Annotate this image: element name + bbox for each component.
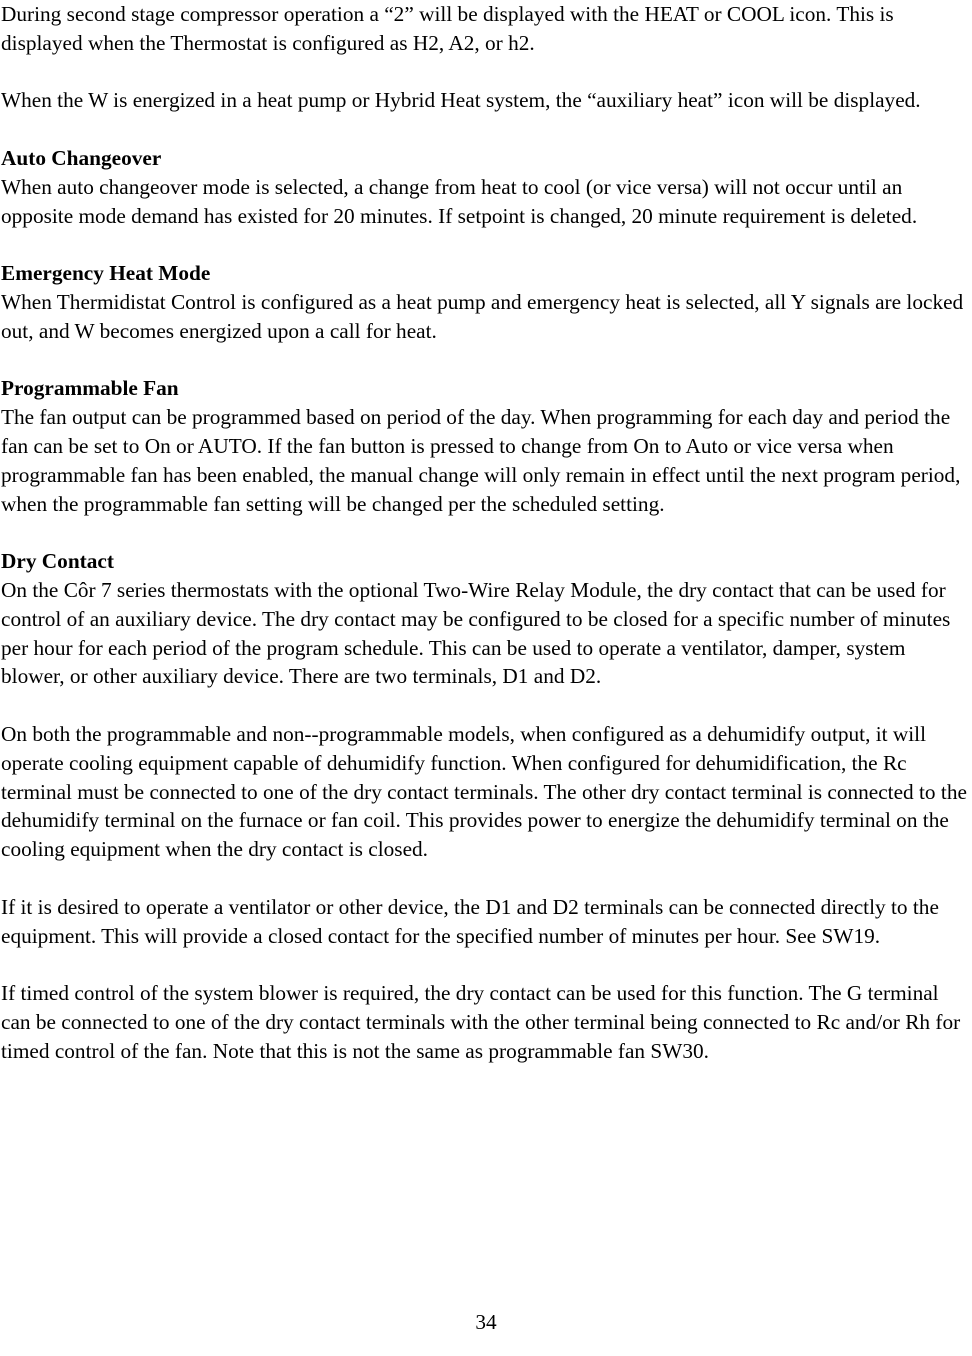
heading-programmable-fan: Programmable Fan: [1, 376, 179, 401]
spacer: [1, 950, 971, 979]
section-emergency-heat: [1, 259, 971, 345]
dry-contact-paragraph-2: On both the programmable and non--programmable models, when configured as a dehumidify output, it will operate cooling equipment capable of dehumidify function. When configured for dehumidification, the Rc terminal must be connected to one of the dry contact terminals. The other dry contact terminal is connected to the dehumidify terminal on the furnace or fan coil. This provides power to energize the dehumidify terminal on the cooling equipment when the dry contact is closed.: [1, 721, 967, 862]
spacer: [1, 518, 971, 547]
section-auto-changeover: [1, 144, 971, 230]
dry-contact-paragraph-3: If it is desired to operate a ventilator or other device, the D1 and D2 terminals can be connected directly to the equipment. This will provide a closed contact for the specified number of minutes per hour. See SW19.: [1, 894, 939, 948]
dry-contact-paragraph-4: If timed control of the system blower is required, the dry contact can be used for this function. The G terminal can be connected to one of the dry contact terminals with the other terminal being connected to Rc and/or Rh for timed control of the fan. Note that this is not the same as programmable fan SW30.: [1, 981, 961, 1063]
programmable-fan-body: The fan output can be programmed based on period of the day. When programming for each day and period the fan can be set to On or AUTO. If the fan button is pressed to change from On to Auto or vice versa when programmable fan has been enabled, the manual change will only remain in effect until the next program period, when the programmable fan setting will be changed per the scheduled setting.: [1, 405, 961, 516]
intro-paragraph-auxiliary-heat: When the W is energized in a heat pump or Hybrid Heat system, the “auxiliary heat” icon will be displayed.: [1, 88, 921, 113]
page-number: 34: [475, 1310, 497, 1334]
emergency-heat-body: When Thermidistat Control is configured as a heat pump and emergency heat is selected, all Y signals are locked out, and W becomes energized upon a call for heat.: [1, 289, 964, 343]
spacer: [1, 691, 971, 720]
spacer: [1, 230, 971, 259]
section-programmable-fan: [1, 374, 971, 518]
spacer: [1, 346, 971, 375]
heading-emergency-heat: Emergency Heat Mode: [1, 261, 211, 286]
spacer: [1, 115, 971, 144]
dry-contact-paragraph-1: On the Côr 7 series thermostats with the optional Two-Wire Relay Module, the dry contact that can be used for control of an auxiliary device. The dry contact may be configured to be closed for a specific number of minutes per hour for each period of the program schedule. This can be used to operate a ventilator, damper, system blower, or other auxiliary device. There are two terminals, D1 and D2.: [1, 577, 951, 689]
auto-changeover-body: When auto changeover mode is selected, a change from heat to cool (or vice versa) will not occur until an opposite mode demand has existed for 20 minutes. If setpoint is changed, 20 minute requirement is deleted.: [1, 174, 918, 228]
heading-auto-changeover: Auto Changeover: [1, 145, 162, 170]
heading-dry-contact: Dry Contact: [1, 549, 114, 574]
intro-paragraph-second-stage: During second stage compressor operation a “2” will be displayed with the HEAT or COOL icon. This is displayed when the Thermostat is configured as H2, A2, or h2.: [1, 2, 894, 55]
document-page: [1, 0, 971, 1065]
spacer: [1, 864, 971, 893]
spacer: [1, 58, 971, 87]
section-dry-contact: [1, 547, 971, 1065]
